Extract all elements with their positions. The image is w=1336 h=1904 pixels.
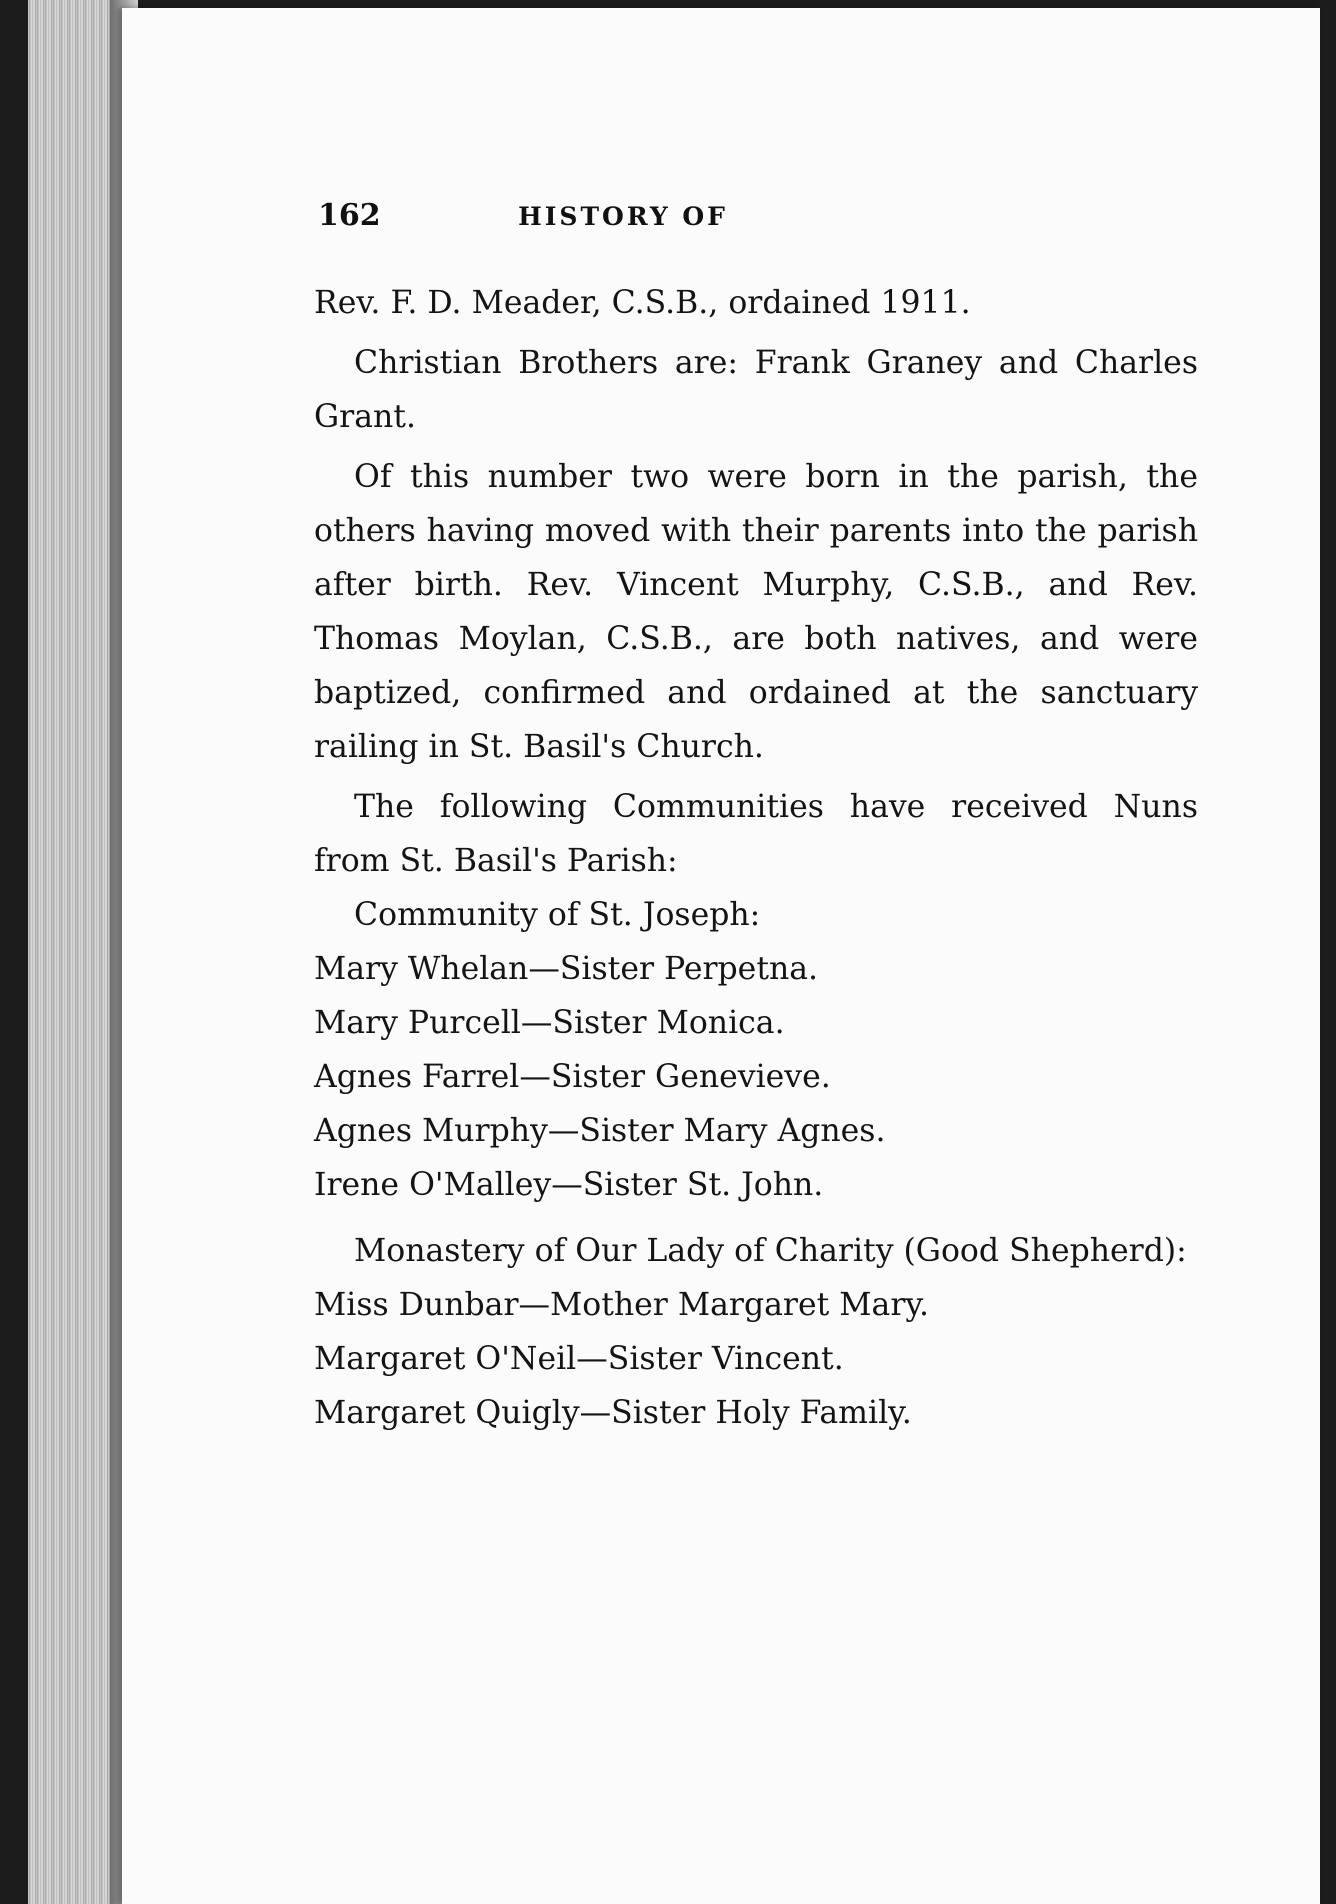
running-head: HISTORY OF bbox=[518, 202, 728, 231]
page-number: 162 bbox=[318, 198, 381, 233]
page-body bbox=[314, 276, 1198, 1440]
list-item: Margaret O'Neil—Sister Vincent. bbox=[314, 1341, 844, 1377]
list-item: Agnes Murphy—Sister Mary Agnes. bbox=[314, 1113, 886, 1149]
list-item: Miss Dunbar—Mother Margaret Mary. bbox=[314, 1287, 930, 1323]
list-item: Margaret Quigly—Sister Holy Family. bbox=[314, 1395, 912, 1431]
natives-paragraph: Of this number two were born in the parish, the others having moved with their parents into the parish after birth. Rev. Vincent Murphy, C.S.B., and Rev. Thomas Moylan, C.S.B., are both natives, and were baptized, confirmed and ordained at the sanctuary railing in St. Basil's Church. bbox=[314, 459, 1198, 765]
list-item: Irene O'Malley—Sister St. John. bbox=[314, 1167, 824, 1203]
good-shepherd-heading: Monastery of Our Lady of Charity (Good Shepherd): bbox=[354, 1233, 1187, 1269]
list-item: Agnes Farrel—Sister Genevieve. bbox=[314, 1059, 831, 1095]
list-item: Mary Purcell—Sister Monica. bbox=[314, 1005, 785, 1041]
list-item: Mary Whelan—Sister Perpetna. bbox=[314, 951, 819, 987]
st-joseph-heading: Community of St. Joseph: bbox=[354, 897, 761, 933]
brothers-paragraph: Christian Brothers are: Frank Graney and Charles Grant. bbox=[314, 345, 1198, 435]
ordination-line: Rev. F. D. Meader, C.S.B., ordained 1911. bbox=[314, 285, 971, 321]
communities-paragraph: The following Communities have received Nuns from St. Basil's Parish: bbox=[314, 789, 1198, 879]
